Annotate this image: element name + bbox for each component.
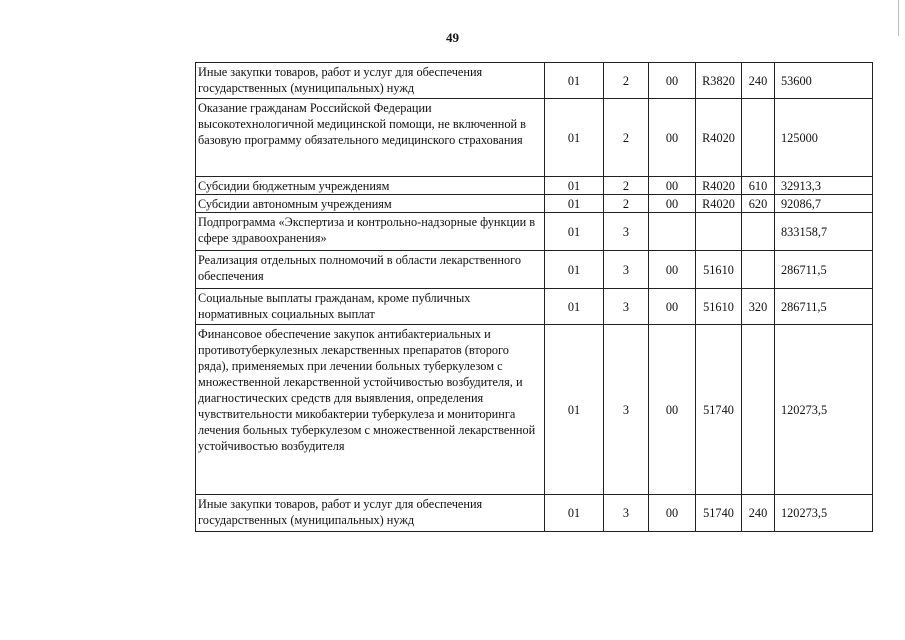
cell-amount: 53600 [775,63,873,99]
cell-section: 01 [545,63,604,99]
cell-direction-code: R4020 [696,177,742,195]
budget-table [195,62,873,532]
cell-name: Субсидии автономным учреждениям [196,195,545,213]
cell-name: Оказание гражданам Российской Федерации высокотехнологичной медицинской помощи, не включенной в базовую программу обязательного медицинского страхования [196,99,545,177]
cell-direction-code [696,213,742,251]
cell-direction-code: 51610 [696,251,742,289]
cell-name: Реализация отдельных полномочий в области лекарственного обеспечения [196,251,545,289]
cell-subsection: 3 [604,289,649,325]
table-row [196,195,873,213]
cell-section: 01 [545,289,604,325]
cell-program-code: 00 [649,251,696,289]
cell-direction-code: R4020 [696,99,742,177]
cell-expense-type [742,325,775,495]
cell-section: 01 [545,213,604,251]
cell-subsection: 3 [604,325,649,495]
table-row [196,99,873,177]
cell-direction-code: R3820 [696,63,742,99]
cell-direction-code: 51610 [696,289,742,325]
cell-amount: 286711,5 [775,251,873,289]
cell-subsection: 3 [604,251,649,289]
cell-program-code: 00 [649,495,696,532]
table-row [196,289,873,325]
cell-amount: 120273,5 [775,325,873,495]
cell-subsection: 2 [604,177,649,195]
cell-name: Субсидии бюджетным учреждениям [196,177,545,195]
cell-section: 01 [545,99,604,177]
cell-direction-code: 51740 [696,495,742,532]
page-number: 49 [446,30,459,45]
cell-section: 01 [545,495,604,532]
cell-program-code: 00 [649,99,696,177]
cell-program-code: 00 [649,63,696,99]
cell-direction-code: R4020 [696,195,742,213]
cell-section: 01 [545,195,604,213]
cell-section: 01 [545,325,604,495]
cell-amount: 286711,5 [775,289,873,325]
cell-amount: 833158,7 [775,213,873,251]
cell-expense-type: 620 [742,195,775,213]
cell-name: Финансовое обеспечение закупок антибактериальных и противотуберкулезных лекарственных препаратов (второго ряда), применяемых при лечении больных туберкулезом с множественной лекарственной устойчивостью возбудителя, и диагностических средств для выявления, определения чувствительности микобактерии туберкулеза и мониторинга лечения больных туберкулезом с множественной лекарственной устойчивостью возбудителя [196,325,545,495]
cell-amount: 125000 [775,99,873,177]
table-row [196,177,873,195]
cell-subsection: 3 [604,495,649,532]
cell-program-code: 00 [649,177,696,195]
cell-name: Социальные выплаты гражданам, кроме публичных нормативных социальных выплат [196,289,545,325]
cell-name: Иные закупки товаров, работ и услуг для обеспечения государственных (муниципальных) нужд [196,63,545,99]
cell-name: Подпрограмма «Экспертиза и контрольно-надзорные функции в сфере здравоохранения» [196,213,545,251]
cell-direction-code: 51740 [696,325,742,495]
cell-section: 01 [545,177,604,195]
cell-name: Иные закупки товаров, работ и услуг для обеспечения государственных (муниципальных) нужд [196,495,545,532]
cell-program-code [649,213,696,251]
cell-expense-type [742,251,775,289]
cell-subsection: 2 [604,195,649,213]
cell-program-code: 00 [649,325,696,495]
cell-amount: 120273,5 [775,495,873,532]
cell-expense-type [742,99,775,177]
cell-expense-type: 320 [742,289,775,325]
cell-subsection: 2 [604,99,649,177]
cell-program-code: 00 [649,195,696,213]
budget-table-body [196,63,873,532]
table-row [196,325,873,495]
cell-expense-type: 240 [742,63,775,99]
table-row [196,63,873,99]
page-edge-mark [898,0,899,36]
table-row [196,495,873,532]
cell-subsection: 3 [604,213,649,251]
cell-expense-type: 610 [742,177,775,195]
cell-section: 01 [545,251,604,289]
cell-amount: 32913,3 [775,177,873,195]
table-row [196,251,873,289]
cell-subsection: 2 [604,63,649,99]
cell-expense-type: 240 [742,495,775,532]
cell-program-code: 00 [649,289,696,325]
cell-expense-type [742,213,775,251]
cell-amount: 92086,7 [775,195,873,213]
table-row [196,213,873,251]
